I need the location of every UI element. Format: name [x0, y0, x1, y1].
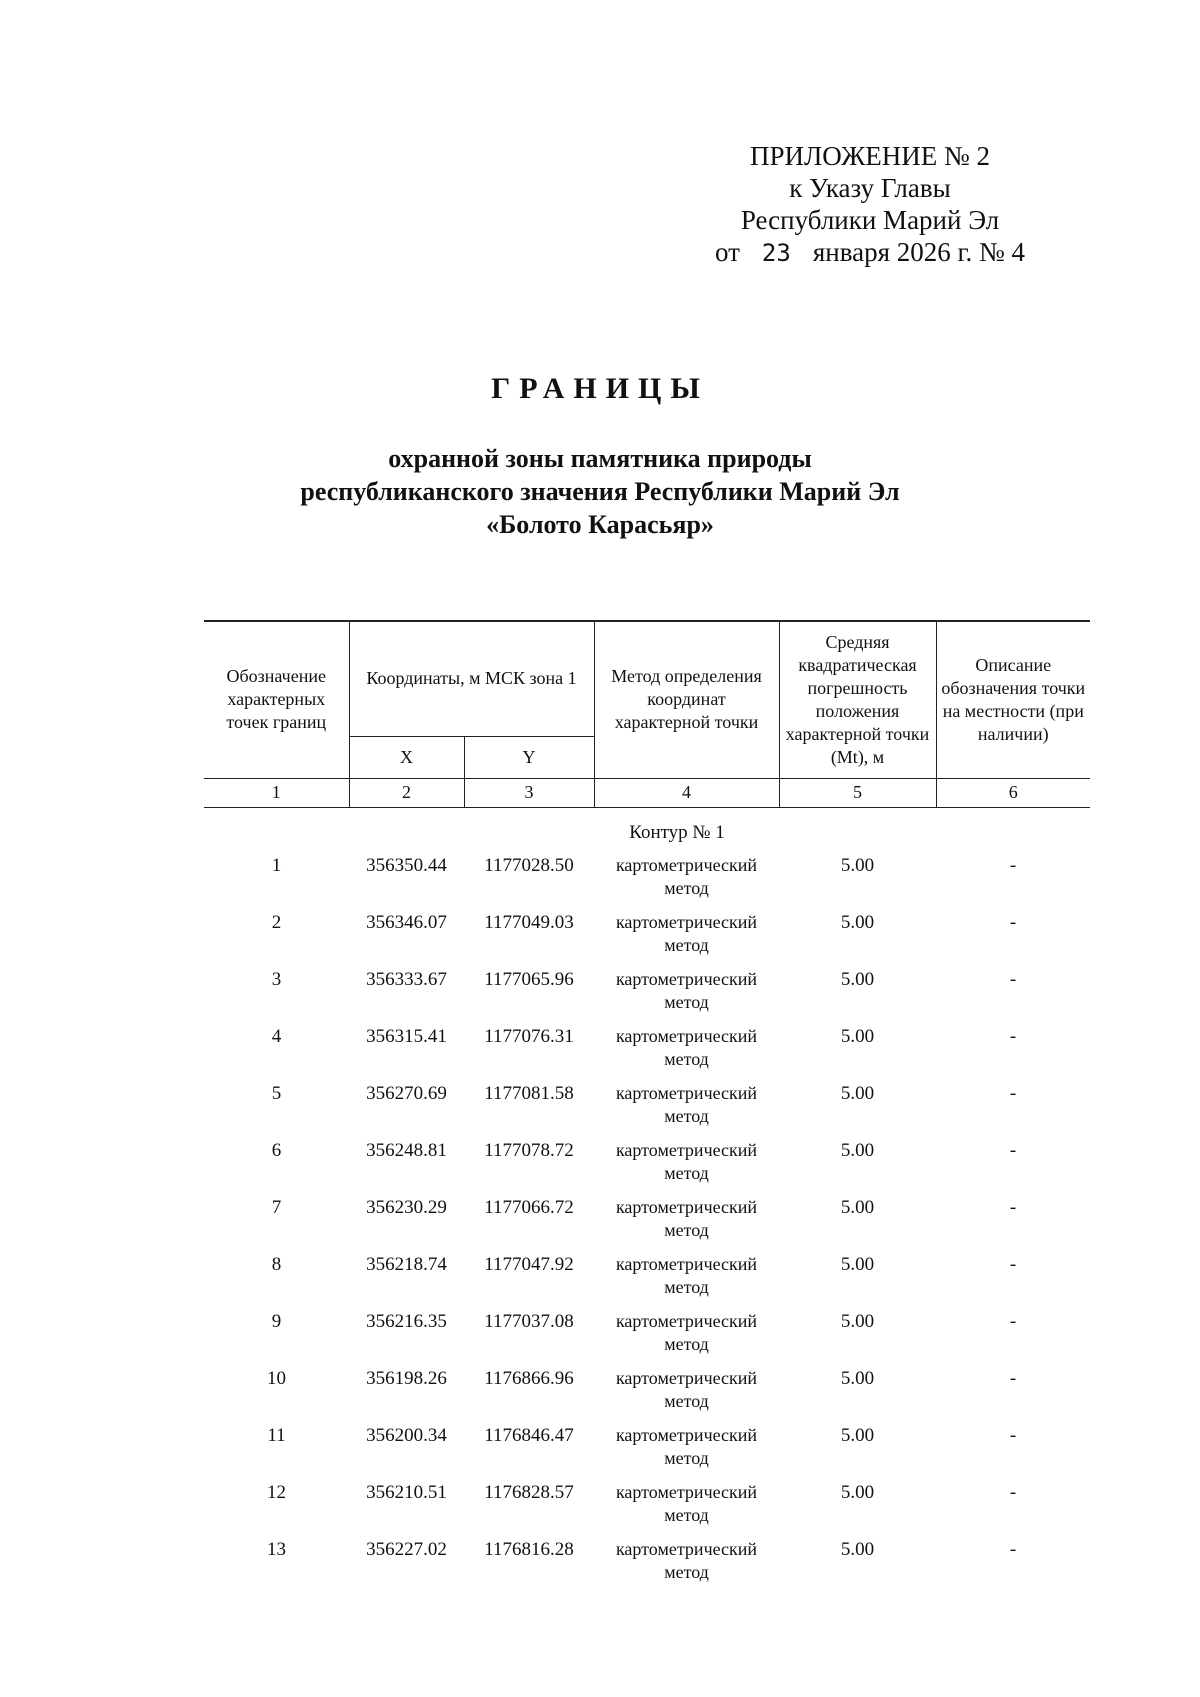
table-body — [204, 807, 1090, 1595]
header-point-designation: Обозначение характерных точек границ — [204, 621, 349, 778]
cell-point: 8 — [271, 1253, 282, 1275]
cell-point: 11 — [267, 1424, 286, 1446]
cell-x: 356230.29 — [366, 1196, 447, 1218]
cell-mt: 5.00 — [840, 968, 875, 990]
appendix-decree-ref: к Указу Главы — [789, 173, 951, 203]
cell-y: 1177081.58 — [484, 1082, 574, 1104]
subtitle-line-2: республиканского значения Республики Марий Эл — [300, 477, 900, 506]
table-row — [204, 911, 1090, 968]
cell-x: 356333.67 — [366, 968, 447, 990]
cell-mt: 5.00 — [840, 1082, 875, 1104]
table-row — [204, 1196, 1090, 1253]
cell-point: 4 — [271, 1025, 282, 1047]
cell-mt: 5.00 — [840, 1253, 875, 1275]
cell-method: картометрический метод — [615, 1367, 758, 1411]
cell-method: картометрический метод — [615, 1139, 758, 1183]
cell-x: 356218.74 — [366, 1253, 447, 1275]
cell-x: 356210.51 — [366, 1481, 447, 1503]
cell-mt: 5.00 — [840, 1310, 875, 1332]
col-number-2: 2 — [349, 778, 464, 807]
cell-y: 1177049.03 — [484, 911, 574, 933]
cell-point: 2 — [271, 911, 282, 933]
cell-method: картометрический метод — [615, 968, 758, 1012]
cell-point: 3 — [271, 968, 282, 990]
cell-x: 356198.26 — [366, 1367, 447, 1389]
cell-x: 356216.35 — [366, 1310, 447, 1332]
cell-method: картометрический метод — [615, 1082, 758, 1126]
contour-label: Контур № 1 — [629, 821, 725, 843]
cell-desc: - — [1009, 1310, 1017, 1332]
subtitle-line-1: охранной зоны памятника природы — [388, 444, 812, 473]
cell-method: картометрический метод — [615, 1481, 758, 1525]
cell-desc: - — [1009, 1538, 1017, 1560]
cell-method: картометрический метод — [615, 1196, 758, 1240]
cell-y: 1177037.08 — [484, 1310, 574, 1332]
cell-method: картометрический метод — [615, 1538, 758, 1582]
cell-desc: - — [1009, 1481, 1017, 1503]
cell-x: 356270.69 — [366, 1082, 447, 1104]
cell-desc: - — [1009, 1082, 1017, 1104]
document-subtitle — [0, 442, 1200, 541]
cell-point: 7 — [271, 1196, 282, 1218]
header-y: Y — [464, 736, 594, 778]
cell-y: 1177066.72 — [484, 1196, 574, 1218]
date-prefix: от — [714, 237, 740, 267]
cell-y: 1177028.50 — [484, 854, 574, 876]
table-row — [204, 968, 1090, 1025]
col-number-6: 6 — [936, 778, 1090, 807]
cell-point: 10 — [267, 1367, 286, 1389]
document-title: ГРАНИЦЫ — [491, 372, 709, 405]
cell-y: 1176846.47 — [484, 1424, 574, 1446]
cell-x: 356350.44 — [366, 854, 447, 876]
cell-y: 1177076.31 — [484, 1025, 574, 1047]
cell-mt: 5.00 — [840, 1139, 875, 1161]
cell-mt: 5.00 — [840, 1481, 875, 1503]
cell-y: 1177078.72 — [484, 1139, 574, 1161]
col-number-5: 5 — [779, 778, 936, 807]
cell-desc: - — [1009, 1025, 1017, 1047]
cell-method: картометрический метод — [615, 911, 758, 955]
header-method: Метод определения координат характерной точки — [594, 621, 779, 778]
appendix-header — [700, 140, 1040, 269]
table-row — [204, 1367, 1090, 1424]
table-row — [204, 1025, 1090, 1082]
cell-desc: - — [1009, 968, 1017, 990]
header-x: X — [349, 736, 464, 778]
cell-point: 9 — [271, 1310, 282, 1332]
cell-point: 12 — [267, 1481, 286, 1503]
appendix-date — [700, 236, 1040, 269]
header-coordinates: Координаты, м МСК зона 1 — [349, 621, 594, 736]
appendix-republic: Республики Марий Эл — [740, 205, 1000, 235]
cell-desc: - — [1009, 1367, 1017, 1389]
cell-x: 356248.81 — [366, 1139, 447, 1161]
cell-mt: 5.00 — [840, 1424, 875, 1446]
cell-point: 1 — [271, 854, 282, 876]
table-row — [204, 1253, 1090, 1310]
cell-point: 5 — [271, 1082, 282, 1104]
boundary-points-table — [204, 620, 1090, 1595]
header-description: Описание обозначения точки на местности (при наличии) — [936, 621, 1090, 778]
cell-desc: - — [1009, 1196, 1017, 1218]
cell-method: картометрический метод — [615, 854, 758, 898]
table-row — [204, 1424, 1090, 1481]
header-mean-error: Средняя квадратическая погрешность положения характерной точки (Mt), м — [779, 621, 936, 778]
cell-point: 6 — [271, 1139, 282, 1161]
cell-method: картометрический метод — [615, 1424, 758, 1468]
cell-mt: 5.00 — [840, 1196, 875, 1218]
cell-x: 356346.07 — [366, 911, 447, 933]
cell-y: 1176866.96 — [484, 1367, 574, 1389]
cell-x: 356227.02 — [366, 1538, 447, 1560]
cell-x: 356200.34 — [366, 1424, 447, 1446]
table-row — [204, 1481, 1090, 1538]
cell-point: 13 — [267, 1538, 286, 1560]
table-row — [204, 1310, 1090, 1367]
cell-method: картометрический метод — [615, 1025, 758, 1069]
date-day: 23 — [761, 239, 791, 267]
cell-y: 1177047.92 — [484, 1253, 574, 1275]
cell-mt: 5.00 — [840, 1367, 875, 1389]
table-row — [204, 1538, 1090, 1595]
appendix-title: ПРИЛОЖЕНИЕ № 2 — [749, 141, 991, 171]
cell-mt: 5.00 — [840, 911, 875, 933]
col-number-4: 4 — [594, 778, 779, 807]
cell-desc: - — [1009, 1139, 1017, 1161]
cell-y: 1176816.28 — [484, 1538, 574, 1560]
date-suffix: января 2026 г. № 4 — [812, 237, 1026, 267]
table-row — [204, 1139, 1090, 1196]
subtitle-line-3: «Болото Карасьяр» — [486, 510, 714, 539]
cell-x: 356315.41 — [366, 1025, 447, 1047]
col-number-3: 3 — [464, 778, 594, 807]
table-row — [204, 1082, 1090, 1139]
cell-y: 1177065.96 — [484, 968, 574, 990]
cell-method: картометрический метод — [615, 1310, 758, 1354]
cell-desc: - — [1009, 1253, 1017, 1275]
cell-mt: 5.00 — [840, 1538, 875, 1560]
cell-desc: - — [1009, 854, 1017, 876]
cell-y: 1176828.57 — [484, 1481, 574, 1503]
cell-mt: 5.00 — [840, 854, 875, 876]
cell-mt: 5.00 — [840, 1025, 875, 1047]
table-row — [204, 854, 1090, 911]
cell-method: картометрический метод — [615, 1253, 758, 1297]
cell-desc: - — [1009, 911, 1017, 933]
col-number-1: 1 — [204, 778, 349, 807]
cell-desc: - — [1009, 1424, 1017, 1446]
